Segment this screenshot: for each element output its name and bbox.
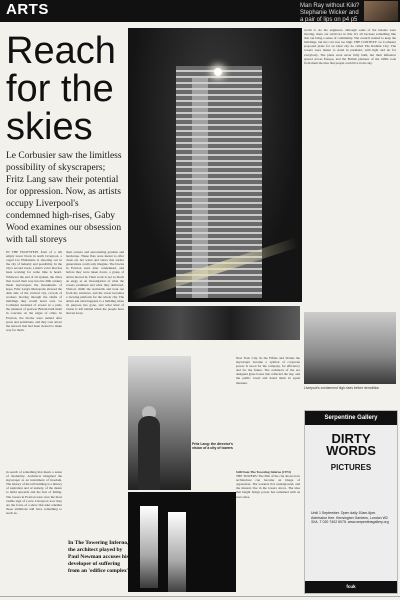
inferno-tower-right: [168, 512, 186, 592]
article-column-3: [6, 470, 62, 594]
ad-details: Until 1 September. Open daily 10am-6pm. Admission free. Kensington Gardens, London W2 3XA. T 020 7402 6075. www.serpentinegallery.org: [311, 511, 389, 525]
fritz-lang-photo: [128, 356, 191, 490]
ad-footer: fcuk: [305, 581, 397, 593]
lower-photo-caption: Still from The Towering Inferno (1974): [236, 470, 291, 474]
article-column-lower: [236, 470, 300, 594]
tower-light-image: [214, 68, 222, 76]
side-photo: [304, 312, 396, 384]
side-photo-caption: Liverpool's condemned high-rises before demolition: [304, 386, 380, 390]
page-footer-rule: [0, 596, 400, 597]
headline: Reach for the skies: [6, 30, 116, 148]
panorama-photo: [128, 306, 300, 340]
standfirst: Le Corbusier saw the limitless possibility of skyscrapers; Fritz Lang saw their potential for oppression. Now, as artists occupy Liverpool's condemned high-rises, Gaby Wood examines our obsession with tall storeys: [6, 151, 122, 245]
fritz-lang-figure-image: [138, 416, 160, 490]
article-column-1-text: IN THE FOOTSTEPS from of a tall empty tower block in north Liverpool, a caged Liz Philomena is shooting out in the city of industry and possibility. In the city's second tower, a man's voice that has been working for some time is heard. Whatever the end of all spoken, the cities that crowd their way into the 20th century made skyscrapers the monuments of hope. Fritz Lang's Metropolis showed the dark side of the vertical city, crowds of workers moving through the shafts of buildings they would never own. Le Corbusier dreamed of towers in a park; the planners of postwar Britain built them in concrete on the edges of cities. In Everton, the blocks were named after poets and politicians, and they rose above the terraces that had been cleared to make way for them.: [6, 250, 62, 332]
article-column-lower-text: THE TOWERS: The film of the city shows how architecture can become an image of oppression. The workers live underground, and the masters live in the towers above. The idea that height brings power has remained with us ever since.: [236, 474, 300, 499]
towering-inferno-caption: In The Towering Inferno, the architect played by Paul Newman accuses his developer of suffering from an 'edifice complex': [68, 540, 129, 574]
serpentine-advert[interactable]: [304, 410, 398, 594]
ad-subhead: PICTURES: [330, 463, 372, 472]
article-column-3-text: in search of something that meets a sense of modernity. Architects imagined the skyscraper as an instrument of freedom. The history of the tall building is a history of aspiration and of anxiety, of the desire to build upwards and the fear of falling. The towers in Everton were once the most visible sign of a new Liverpool; now they are the focus of a show that asks whether those ambitions still have something to teach us.: [6, 470, 62, 515]
article-column-2-text: their owners and surrounding gardens and landscape. These flats were meant to offer clean air, hot water and views that earlier generations could only imagine. The blocks in Everton were later condemned, and before they were taken down, a group of artists moved in. Their work is not so much an elegy as an investigation of what the towers promised and what they delivered. Visitors climb the stairwells and look out from the windows, and the tower becomes a viewing platform for the whole city. The artists ask what happens to a building when its purpose has gone, and what kind of vision is left behind when the people have moved away.: [66, 250, 124, 316]
article-column-right: [304, 28, 396, 308]
section-header-bar: [0, 0, 400, 22]
fritz-lang-caption: Fritz Lang: the director's vision of a city of towers: [192, 442, 233, 451]
section-label: ARTS: [6, 1, 49, 18]
main-tower-photo: [128, 28, 302, 302]
tower-core-image: [192, 78, 208, 298]
teaser-photo: [364, 1, 398, 21]
inferno-tower-left: [140, 506, 158, 588]
article-column-right-text: worth it. As the engineers, although some of the tenants were moving, there are survivors in this. It's all because something like this can bring a sense of community. The council wanted to keep the buildings, but the cost was too high. THE CONTEXT: Le Corbusier proposed plans for an ideal city he called The Radiant City. The towers were meant to stand in parkland, with light and air for everybody. The plans were never fully built, but their influence spread across Europe, and the British planners of the 1960s took from them the idea that people could live in the sky.: [304, 28, 396, 65]
ad-headline: DIRTY WORDS: [326, 431, 376, 458]
teaser-text: Man Ray without Kiki? Stephanie Wicker and a pair of lips on p4 p5: [300, 3, 360, 23]
article-column-middle-text: New York City. In the Fifties and Sixties the skyscraper became a symbol of corporate power. It stood for the company, for efficiency and for the future. The architects of the era designed glass boxes that reflected the sky, and the public loved and hated them in equal measure.: [236, 356, 300, 385]
ad-gallery-name: Serpentine Gallery: [305, 411, 397, 425]
